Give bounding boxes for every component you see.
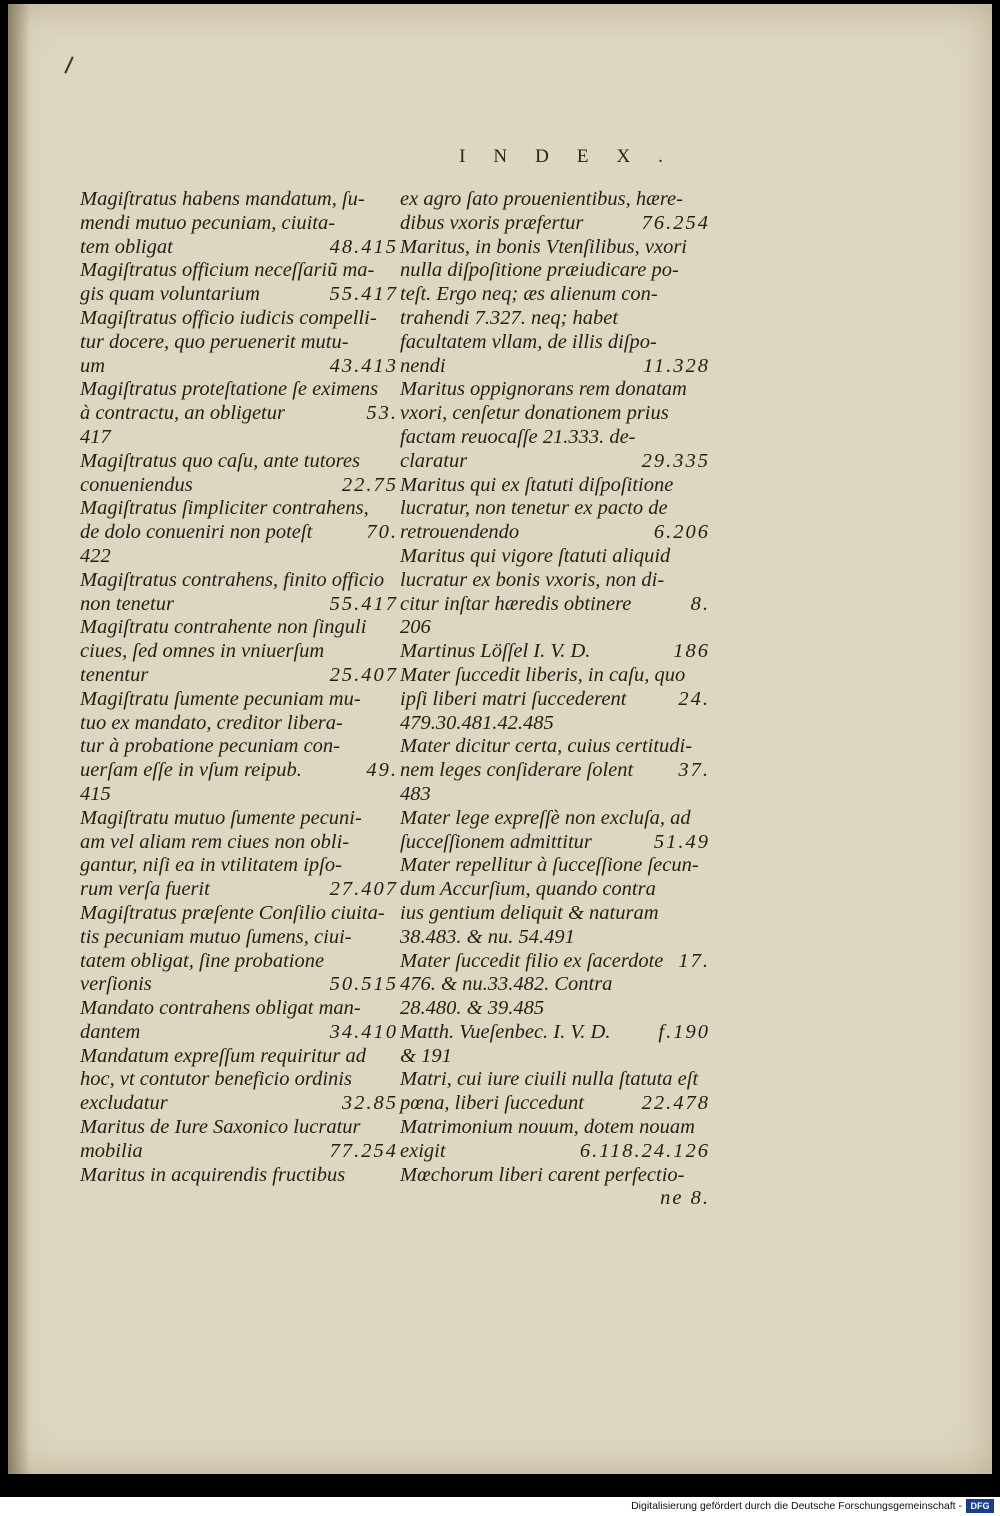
index-line <box>400 1092 710 1116</box>
index-line <box>400 521 710 545</box>
index-line <box>80 1045 398 1069</box>
index-line <box>400 1187 710 1211</box>
index-line <box>80 259 398 283</box>
index-line <box>400 259 710 283</box>
index-entry-reference: 70. <box>366 521 398 544</box>
index-entry-text: verſionis <box>80 973 152 996</box>
index-entry-text: vxori, cenſetur donationem prius <box>400 402 669 425</box>
index-line <box>400 474 710 498</box>
index-entry-reference: 34.410 <box>329 1020 398 1043</box>
running-header: INDEX. <box>459 146 691 167</box>
index-entry-text: factam reuocaſſe 21.333. de- <box>400 425 636 448</box>
index-entry-text: nendi <box>400 354 446 377</box>
index-line <box>80 426 398 450</box>
index-line <box>400 307 710 331</box>
index-line <box>400 807 710 831</box>
index-entry-text: tur à probatione pecuniam con- <box>80 735 341 758</box>
index-entry-text: trahendi 7.327. neq; habet <box>400 306 619 329</box>
index-line <box>80 807 398 831</box>
index-line <box>400 1045 710 1069</box>
index-line <box>400 593 710 617</box>
index-entry-text: Mater dicitur certa, cuius certitudi- <box>400 735 693 758</box>
index-entry-text: lucratur ex bonis vxoris, non di- <box>400 568 665 591</box>
index-entry-reference: 24. <box>678 687 710 710</box>
index-line <box>400 283 710 307</box>
index-entry-text: Magiſtratus officium neceſſariũ ma- <box>80 259 375 282</box>
index-line <box>400 640 710 664</box>
index-entry-text: Matth. Vueſenbec. I. V. D. <box>400 1020 611 1043</box>
index-line <box>80 759 398 783</box>
index-line <box>80 450 398 474</box>
index-entry-text: 38.483. & nu. 54.491 <box>400 925 575 948</box>
index-entry-reference: 186 <box>673 640 710 663</box>
index-line <box>80 926 398 950</box>
index-line <box>400 1021 710 1045</box>
index-line <box>80 378 398 402</box>
index-entry-reference: 27.407 <box>329 878 398 901</box>
index-line <box>400 188 710 212</box>
funding-footer <box>0 1497 1000 1516</box>
index-line <box>80 521 398 545</box>
index-entry-text: ex agro ſato prouenientibus, hære- <box>400 188 683 210</box>
index-entry-text: lucratur, non tenetur ex pacto de <box>400 497 668 520</box>
index-entry-text: gantur, niſi ea in vtilitatem ipſo- <box>80 854 342 877</box>
index-entry-text: 28.480. & 39.485 <box>400 997 545 1020</box>
index-entry-text: mobilia <box>80 1139 143 1162</box>
index-line <box>80 854 398 878</box>
index-line <box>80 1092 398 1116</box>
index-entry-reference: 51.49 <box>653 830 710 853</box>
index-line <box>80 688 398 712</box>
index-line <box>80 831 398 855</box>
index-line <box>400 616 710 640</box>
index-entry-text: Mœchorum liberi carent perfectio- <box>400 1163 685 1186</box>
index-entry-reference: 37. <box>678 759 710 782</box>
index-entry-reference: 8. <box>690 592 710 615</box>
index-entry-text: Magiſtratus habens mandatum, ſu- <box>80 188 365 210</box>
index-entry-text: & 191 <box>400 1044 452 1067</box>
index-line <box>80 1021 398 1045</box>
index-entry-reference: 77.254 <box>329 1139 398 1162</box>
index-entry-text: retrouendendo <box>400 521 520 544</box>
index-line <box>80 973 398 997</box>
index-entry-text: Martinus Löſſel I. V. D. <box>400 640 591 663</box>
index-line <box>400 497 710 521</box>
index-entry-reference: 22.478 <box>641 1092 710 1115</box>
index-entry-text: Magiſtratu ſumente pecuniam mu- <box>80 687 361 710</box>
index-column-right <box>400 188 710 1211</box>
index-entry-text: ſucceſſionem admittitur <box>400 830 592 853</box>
index-entry-reference: 49. <box>366 759 398 782</box>
index-entry-text: ius gentium deliquit & naturam <box>400 901 659 924</box>
index-line <box>80 283 398 307</box>
book-page <box>8 4 992 1474</box>
index-line <box>80 474 398 498</box>
index-line <box>400 545 710 569</box>
index-entry-text: nulla diſpoſitione præiudicare po- <box>400 259 679 282</box>
index-line <box>400 212 710 236</box>
index-line <box>80 212 398 236</box>
index-entry-text: tur docere, quo peruenerit mutu- <box>80 330 349 353</box>
index-entry-text: Magiſtratus quo caſu, ante tutores <box>80 449 360 472</box>
index-entry-reference: 22.75 <box>341 473 398 496</box>
index-entry-text: rum verſa fuerit <box>80 878 210 901</box>
index-line <box>80 1068 398 1092</box>
index-line <box>400 378 710 402</box>
index-line <box>400 712 710 736</box>
index-line <box>80 950 398 974</box>
index-line <box>80 712 398 736</box>
index-entry-text: hoc, vt contutor beneficio ordinis <box>80 1068 352 1091</box>
index-line <box>400 735 710 759</box>
index-entry-reference: 25.407 <box>329 663 398 686</box>
index-line <box>400 854 710 878</box>
index-entry-text: 422 <box>80 544 111 567</box>
funding-notice: Digitalisierung gefördert durch die Deutsche Forschungsgemeinschaft - <box>631 1500 962 1512</box>
index-line <box>80 331 398 355</box>
index-line <box>80 593 398 617</box>
index-entry-text: am vel aliam rem ciues non obli- <box>80 830 350 853</box>
index-entry-text: teſt. Ergo neq; æs alienum con- <box>400 283 658 306</box>
index-entry-text: excludatur <box>80 1092 168 1115</box>
index-entry-text: tatem obligat, ſine probatione <box>80 949 325 972</box>
index-entry-reference: 6.118.24.126 <box>579 1139 710 1162</box>
index-entry-text: mendi mutuo pecuniam, ciuita- <box>80 211 336 234</box>
index-entry-text: Maritus oppignorans rem donatam <box>400 378 687 401</box>
index-entry-reference: 50.515 <box>329 973 398 996</box>
index-entry-text: uerſam eſſe in vſum reipub. <box>80 759 302 782</box>
index-entry-text: claratur <box>400 449 468 472</box>
index-line <box>400 783 710 807</box>
index-entry-reference: 55.417 <box>329 283 398 306</box>
index-line <box>80 997 398 1021</box>
index-entry-text: Magiſtratu mutuo ſumente pecuni- <box>80 806 362 829</box>
index-line <box>400 1116 710 1140</box>
index-entry-text: dibus vxoris præfertur <box>400 211 584 234</box>
index-line <box>400 926 710 950</box>
index-entry-reference: 29.335 <box>641 449 710 472</box>
index-line <box>400 878 710 902</box>
index-entry-text: à contractu, an obligetur <box>80 402 285 425</box>
index-entry-text: Mater lege expreſſè non excluſa, ad <box>400 806 691 829</box>
index-entry-text: Maritus de Iure Saxonico lucratur <box>80 1116 361 1139</box>
index-entry-reference: 76.254 <box>641 211 710 234</box>
index-entry-text: dantem <box>80 1020 141 1043</box>
index-line <box>400 831 710 855</box>
index-entry-text: 476. & nu.33.482. Contra <box>400 973 613 996</box>
index-line <box>400 1164 710 1188</box>
index-line <box>80 402 398 426</box>
index-entry-reference: ne 8. <box>660 1187 710 1210</box>
index-entry-text: ciues, ſed omnes in vniuerſum <box>80 640 325 663</box>
index-entry-reference: 55.417 <box>329 592 398 615</box>
index-entry-text: Mater ſuccedit liberis, in caſu, quo <box>400 663 686 686</box>
index-entry-text: 479.30.481.42.485 <box>400 711 554 734</box>
index-line <box>80 640 398 664</box>
index-entry-text: Magiſtratus contrahens, finito officio <box>80 568 385 591</box>
index-line <box>400 759 710 783</box>
index-entry-reference: 6.206 <box>653 521 710 544</box>
pen-mark <box>64 56 73 73</box>
index-line <box>400 997 710 1021</box>
index-line <box>80 616 398 640</box>
index-line <box>80 878 398 902</box>
index-entry-reference: 48.415 <box>329 235 398 258</box>
index-entry-reference: 43.413 <box>329 354 398 377</box>
index-entry-text: Maritus in acquirendis fructibus <box>80 1163 346 1186</box>
index-entry-text: tuo ex mandato, creditor libera- <box>80 711 343 734</box>
index-entry-text: Magiſtratus ſimpliciter contrahens, <box>80 497 369 520</box>
index-line <box>400 402 710 426</box>
index-entry-text: tem obligat <box>80 235 173 258</box>
index-entry-reference: 32.85 <box>341 1092 398 1115</box>
index-entry-text: gis quam voluntarium <box>80 283 260 306</box>
index-line <box>80 664 398 688</box>
index-entry-reference: 11.328 <box>643 354 710 377</box>
index-entry-text: Mandatum expreſſum requiritur ad <box>80 1044 367 1067</box>
index-entry-text: facultatem vllam, de illis diſpo- <box>400 330 657 353</box>
index-entry-text: nem leges conſiderare ſolent <box>400 759 634 782</box>
index-entry-text: Magiſtratus præſente Conſilio ciuita- <box>80 901 385 924</box>
index-entry-text: Matri, cui iure ciuili nulla ſtatuta eſt <box>400 1068 699 1091</box>
dfg-logo: DFG <box>966 1499 994 1513</box>
index-line <box>400 426 710 450</box>
index-line <box>80 1140 398 1164</box>
index-line <box>80 497 398 521</box>
index-entry-text: Mater ſuccedit filio ex ſacerdote <box>400 949 664 972</box>
index-entry-text: conueniendus <box>80 473 193 496</box>
index-entry-text: ipſi liberi matri ſuccederent <box>400 687 627 710</box>
index-entry-text: 206 <box>400 616 431 639</box>
index-entry-text: exigit <box>400 1139 446 1162</box>
index-entry-text: Matrimonium nouum, dotem nouam <box>400 1116 695 1139</box>
index-line <box>80 569 398 593</box>
index-line <box>400 450 710 474</box>
index-entry-reference: 17. <box>678 949 710 972</box>
index-entry-text: 415 <box>80 782 111 805</box>
index-entry-reference: f.190 <box>658 1020 710 1043</box>
index-line <box>80 545 398 569</box>
index-entry-text: citur inſtar hæredis obtinere <box>400 592 632 615</box>
index-entry-reference: 53. <box>366 402 398 425</box>
index-line <box>80 236 398 260</box>
index-line <box>400 569 710 593</box>
index-entry-text: tenentur <box>80 663 149 686</box>
index-line <box>400 1140 710 1164</box>
index-entry-text: Magiſtratus proteſtatione ſe eximens <box>80 378 379 401</box>
index-entry-text: Maritus, in bonis Vtenſilibus, vxori <box>400 235 687 258</box>
index-line <box>80 902 398 926</box>
index-line <box>80 1116 398 1140</box>
index-entry-text: dum Accurſium, quando contra <box>400 878 656 901</box>
index-entry-text: Magiſtratu contrahente non ſinguli <box>80 616 367 639</box>
index-line <box>80 355 398 379</box>
index-line <box>80 735 398 759</box>
index-line <box>400 950 710 974</box>
index-entry-text: Mandato contrahens obligat man- <box>80 997 361 1020</box>
index-line <box>400 236 710 260</box>
index-entry-text: 417 <box>80 425 111 448</box>
index-entry-text: Magiſtratus officio iudicis compelli- <box>80 306 377 329</box>
index-entry-text: um <box>80 354 106 377</box>
index-column-left <box>80 188 398 1187</box>
index-entry-text: pœna, liberi ſuccedunt <box>400 1092 584 1115</box>
index-line <box>80 188 398 212</box>
index-line <box>80 307 398 331</box>
index-line <box>400 973 710 997</box>
index-line <box>400 355 710 379</box>
index-line <box>400 331 710 355</box>
index-entry-text: de dolo conueniri non poteſt <box>80 521 313 544</box>
index-entry-text: non tenetur <box>80 592 174 615</box>
index-line <box>80 783 398 807</box>
index-entry-text: Maritus qui ex ſtatuti diſpoſitione <box>400 473 674 496</box>
index-entry-text: 483 <box>400 782 431 805</box>
index-line <box>400 688 710 712</box>
index-line <box>400 1068 710 1092</box>
index-entry-text: Mater repellitur à ſucceſſione ſecun- <box>400 854 699 877</box>
index-line <box>400 664 710 688</box>
index-line <box>400 902 710 926</box>
index-line <box>80 1164 398 1188</box>
index-entry-text: Maritus qui vigore ſtatuti aliquid <box>400 544 671 567</box>
index-entry-text: tis pecuniam mutuo ſumens, ciui- <box>80 925 352 948</box>
